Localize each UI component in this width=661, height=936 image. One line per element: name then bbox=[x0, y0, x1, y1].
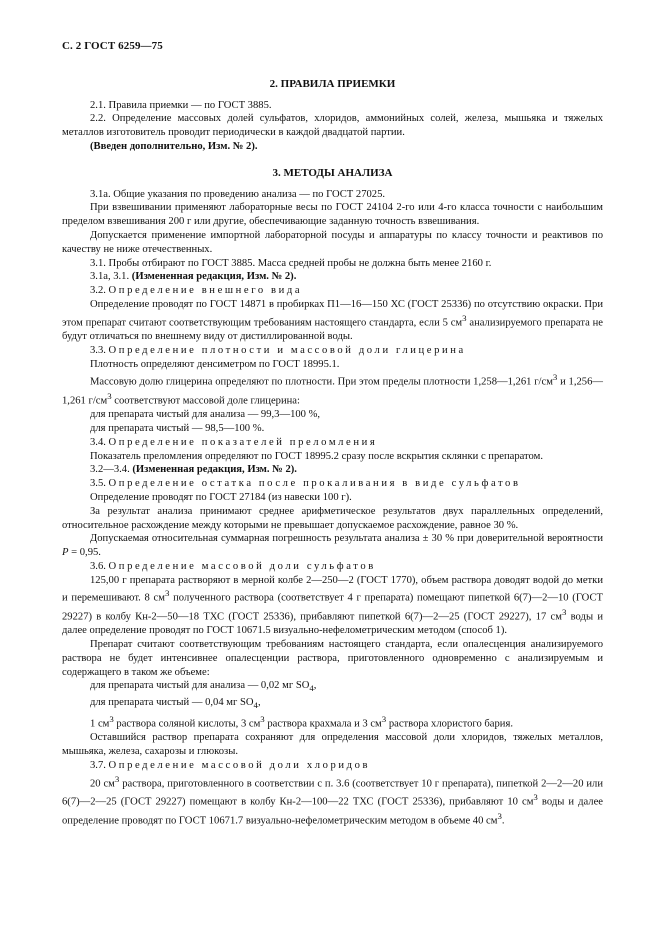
sulfate-limit-pure: для препарата чистый — 0,04 мг $SO_4$, bbox=[90, 697, 261, 711]
section-3-title: 3. МЕТОДЫ АНАЛИЗА bbox=[272, 166, 393, 179]
amendment-ref: 3.1а, 3.1. bbox=[90, 271, 130, 283]
amendment-text: (Измененная редакция, Изм. № 2). bbox=[132, 464, 297, 476]
clause-3-2-body: Определение проводят по ГОСТ 14871 в пробирках П1—16—150 ХС (ГОСТ 25336) по отсутствию окраски. При этом препарат считают соответствующим требованиям настоящего стандарта, если 5 $см^3$ анализируемого препарата не будут отличаться по внешнему виду от дистиллированной воды. bbox=[62, 298, 603, 343]
residue-method: Определение проводят по ГОСТ 27184 (из навески 100 г). bbox=[90, 491, 352, 503]
clause-3-6-heading bbox=[62, 560, 603, 574]
amendment-text: (Измененная редакция, Изм. № 2). bbox=[131, 271, 297, 283]
amendment-ref: 3.2—3.4. bbox=[90, 464, 130, 476]
amendment-note-2-2: (Введен дополнительно, Изм. № 2). bbox=[90, 140, 258, 152]
clause-title: Определение остатка после прокаливания в виде сульфатов bbox=[108, 478, 521, 490]
glycerin-grade-analytical: для препарата чистый для анализа — 99,3—100 %, bbox=[90, 409, 321, 421]
clause-2-2: 2.2. Определение массовых долей сульфатов, хлоридов, аммонийных солей, железа, мышьяка и тяжелых металлов изготовитель проводит периодически в каждой двадцатой партии. bbox=[62, 113, 603, 139]
clause-3-2-heading bbox=[62, 284, 603, 298]
sulfate-limit-analytical: для препарата чистый для анализа — 0,02 мг $SO_4$, bbox=[90, 680, 317, 694]
clause-title: Определение внешнего вида bbox=[108, 285, 303, 297]
clause-3-3-heading bbox=[62, 344, 603, 358]
sulfate-reagents: 1 $см^3$ раствора соляной кислоты, 3 $см^3$ раствора крахмала и 3 $см^3$ раствора хлористого бария. bbox=[90, 714, 513, 730]
clause-number: 3.2. bbox=[90, 285, 106, 297]
clause-3-1a: 3.1а. Общие указания по проведению анализа — по ГОСТ 27025. bbox=[90, 188, 386, 200]
chloride-procedure: 20 $см^3$ раствора, приготовленного в соответствии с п. 3.6 (соответствует 10 г препарата), пипеткой 2—2—20 или 6(7)—2—25 (ГОСТ 29227) помещают в колбу Кн-2—100—22 ТХС (ГОСТ 25336), прибавляют 10 $см^3$ воды и далее определение проводят по ГОСТ 10671.7 визуально-нефелометрическим методом в объеме 40 $см^3$. bbox=[62, 773, 603, 827]
import-equipment-paragraph: Допускается применение импортной лабораторной посуды и аппаратуры по классу точности и реактивов по качеству не ниже отечественных. bbox=[62, 229, 603, 255]
clause-number: 3.5. bbox=[90, 478, 106, 490]
residue-result-rule: За результат анализа принимают среднее арифметическое результатов двух параллельных определений, относительное расхождение между которыми не превышает допускаемое расхождение, равное 30 %. bbox=[62, 505, 603, 531]
clause-title: Определение массовой доли хлоридов bbox=[108, 760, 371, 772]
clause-3-1: 3.1. Пробы отбирают по ГОСТ 3885. Масса средней пробы не должна быть менее 2160 г. bbox=[90, 257, 492, 269]
sulfate-procedure: 125,00 г препарата растворяют в мерной колбе 2—250—2 (ГОСТ 1770), объем раствора доводят водой до метки и перемешивают. 8 $см^3$ полученного раствора (соответствует 4 г препарата) помещают пипеткой 6(7)—2—10 (ГОСТ 29227) в колбу Кн-2—50—18 ТХС (ГОСТ 25336), прибавляют пипеткой 6(7)—2—25 (ГОСТ 29227), 17 $см^3$ воды и далее определение проводят по ГОСТ 10671.5 визуально-нефелометрическим методом (способ 1). bbox=[62, 574, 603, 637]
glycerin-density-limits: Массовую долю глицерина определяют по плотности. При этом пределы плотности 1,258—1,261 $г/см^3$ и 1,256—1,261 $г/см^3$ соответствуют массовой доле глицерина: bbox=[62, 372, 603, 407]
glycerin-grade-pure: для препарата чистый — 98,5—100 %. bbox=[90, 422, 265, 434]
weighing-paragraph: При взвешивании применяют лабораторные весы по ГОСТ 24104 2-го или 4-го класса точности с наибольшим пределом взвешивания 200 г или другие, обеспечивающие заданную точность взвешивания. bbox=[62, 202, 603, 228]
section-2-title: 2. ПРАВИЛА ПРИЕМКИ bbox=[269, 77, 396, 90]
page-header: С. 2 ГОСТ 6259—75 bbox=[62, 40, 163, 52]
clause-number: 3.7. bbox=[90, 760, 106, 772]
clause-number: 3.4. bbox=[90, 436, 106, 448]
clause-3-5-heading bbox=[62, 477, 603, 491]
clause-number: 3.6. bbox=[90, 560, 106, 572]
remaining-solution-note: Оставшийся раствор препарата сохраняют для определения массовой доли хлоридов, тяжелых металлов, мышьяка, железа, сахарозы и глюкозы. bbox=[62, 732, 603, 758]
density-method: Плотность определяют денсиметром по ГОСТ 18995.1. bbox=[90, 358, 340, 370]
clause-number: 3.3. bbox=[90, 344, 106, 356]
clause-2-1: 2.1. Правила приемки — по ГОСТ 3885. bbox=[90, 99, 272, 111]
amendment-note-3-2-3-4 bbox=[62, 463, 603, 477]
sulfate-acceptance: Препарат считают соответствующим требованиям настоящего стандарта, если опалесценция анализируемого раствора не будет интенсивнее опалесценции раствора, приготовленного одновременно с анализируемым и содержащего в таком же объеме: bbox=[62, 638, 603, 678]
clause-title: Определение показателей преломления bbox=[108, 436, 378, 448]
clause-title: Определение массовой доли сульфатов bbox=[108, 560, 376, 572]
clause-3-7-heading bbox=[62, 759, 603, 773]
refraction-method: Показатель преломления определяют по ГОСТ 18995.2 сразу после вскрытия склянки с препаратом. bbox=[90, 450, 543, 462]
residue-error-tolerance: Допускаемая относительная суммарная погрешность результата анализа ± 30 % при доверительной вероятности P = 0,95. bbox=[62, 533, 603, 559]
amendment-note-3-1 bbox=[62, 270, 603, 284]
clause-title: Определение плотности и массовой доли глицерина bbox=[108, 344, 466, 356]
clause-3-4-heading bbox=[62, 436, 603, 450]
